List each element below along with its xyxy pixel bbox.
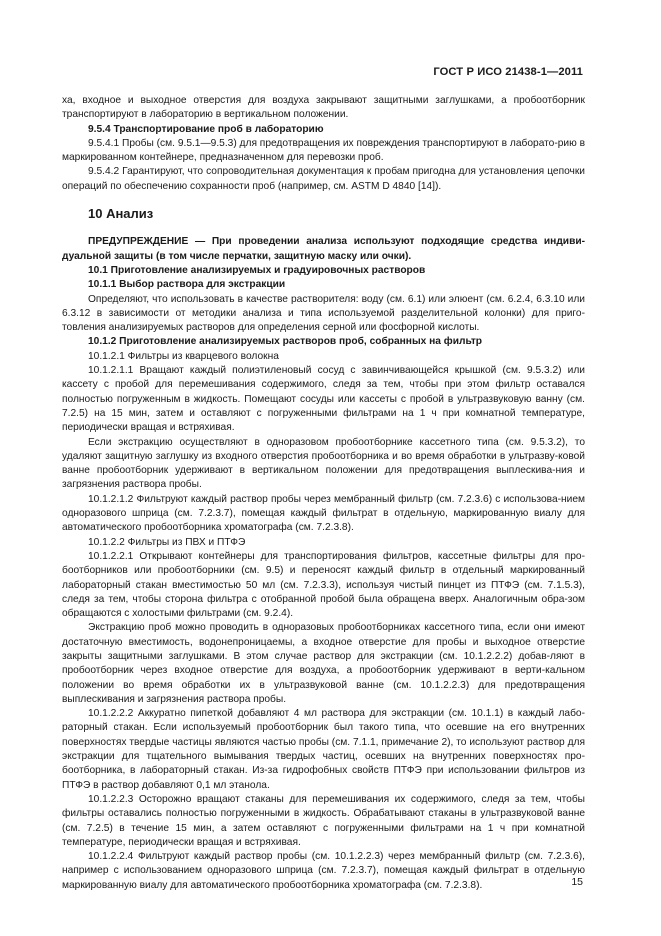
paragraph: 10.1.2.1.2 Фильтруют каждый раствор пробы через мембранный фильтр (см. 7.2.3.6) с использова-нием одноразового шприца (см. 7.2.3.7), помещая каждый фильтрат в отдельную, маркированную виалу для автоматического пробоотборника хроматографа (см. 7.2.3.8). xyxy=(62,493,585,534)
page-number: 15 xyxy=(571,876,583,888)
paragraph: 10.1.2.2.4 Фильтруют каждый раствор пробы (см. 10.1.2.2.3) через мембранный фильтр (см. 7.2.3.6), например с использованием одноразового шприца (см. 7.2.3.7), помещая каждый фильтрат в отдельную маркированную виалу для автоматического пробоотборника хроматографа (см. 7.2.3.8). xyxy=(62,851,585,891)
subsection-heading: 10.1.2.2 Фильтры из ПВХ и ПТФЭ xyxy=(88,536,246,548)
paragraph: Экстракцию проб можно проводить в одноразовых пробоотборниках кассетного типа, если они имеют достаточную вместимость, водонепроницаемы, а входное отверстие для пробы и выходное отверстие закрыты защитными заглушками. В этом случае раствор для экстракции (см. 10.1.2.2.2) добав-ляют в пробоотборник через входное отверстие для воздуха, а пробоотборник удерживают в верти-кальном положении во время обработки их в ультразвуковой ванне (см. 10.1.2.2.3) для предотвращения выплескивания и загрязнения раствора пробы. xyxy=(62,622,585,705)
section-heading: 9.5.4 Транспортирование проб в лабораторию xyxy=(88,123,324,135)
document-body xyxy=(62,94,585,893)
paragraph: 10.1.2.2.3 Осторожно вращают стаканы для перемешивания их содержимого, следя за тем, чтобы фильтры оставались полностью погруженными в жидкость. Обрабатывают стаканы в ультразвуковой ванне (см. 7.2.5) в течение 15 мин, а затем оставляют с погруженными фильтрами на 1 ч при комнатной температуре, периодически вращая и встряхивая. xyxy=(62,793,585,848)
standard-header: ГОСТ Р ИСО 21438-1—2011 xyxy=(433,66,583,78)
paragraph: Если экстракцию осуществляют в одноразовом пробоотборнике кассетного типа (см. 9.5.3.2), то удаляют защитную заглушку из входного отверстия пробоотборника и во время обработки в ультразву-ковой ванне пробоотборник удерживают в вертикальном положении для предотвращения выплескива-ния и загрязнения раствора пробы. xyxy=(62,436,585,491)
section-heading: 10.1.1 Выбор раствора для экстракции xyxy=(88,279,286,291)
chapter-heading: 10 Анализ xyxy=(88,206,154,222)
paragraph: 10.1.2.1.1 Вращают каждый полиэтиленовый сосуд с завинчивающейся крышкой (см. 9.5.3.2) или кассету с пробой для перемешивания содержимого, следя за тем, чтобы при этом фильтр оставался полностью погруженным в жидкость. Помещают сосуды или кассеты с пробой в ультразвуковую ванну (см. 7.2.5) на 15 мин, затем и оставляют с погруженными фильтрами на 1 ч при комнатной температуре, периодически вращая и встряхивая. xyxy=(62,365,585,434)
warning-paragraph: ПРЕДУПРЕЖДЕНИЕ — При проведении анализа используют подходящие средства индиви-дуальной защиты (в том числе перчатки, защитную маску или очки). xyxy=(62,236,585,262)
paragraph: ха, входное и выходное отверстия для воздуха закрывают защитными заглушками, а пробоотборник транспортируют в лабораторию в вертикальном положении. xyxy=(62,95,585,121)
paragraph: Определяют, что использовать в качестве растворителя: воду (см. 6.1) или элюент (см. 6.2.4, 6.3.10 или 6.3.12 в зависимости от методики анализа и типа используемой разделительной колонки) для приго-товления анализируемых растворов для определения серной или фосфорной кислоты. xyxy=(62,293,585,334)
paragraph: 10.1.2.2.1 Открывают контейнеры для транспортирования фильтров, кассетные фильтры для про-боотборников или пробоотборники (см. 9.5) и переносят каждый фильтр в отдельный маркированный лабораторный стакан вместимостью 50 мл (см. 7.2.3.3), используя чистый пинцет из ПТФЭ (см. 7.1.5.3), следя за тем, чтобы сторона фильтра с отобранной пробой была обращена вверх. Аналогичным обра-зом обращаются с холостыми фильтрами (см. 9.2.4). xyxy=(62,550,585,620)
subsection-heading: 10.1.2.1 Фильтры из кварцевого волокна xyxy=(88,350,279,362)
section-heading: 10.1 Приготовление анализируемых и градуировочных растворов xyxy=(88,264,426,276)
paragraph: 9.5.4.2 Гарантируют, что сопроводительная документация к пробам пригодна для установления цепочки операций по обеспечению сохранности проб (например, см. ASTM D 4840 [14]). xyxy=(62,166,585,192)
paragraph: 9.5.4.1 Пробы (см. 9.5.1—9.5.3) для предотвращения их повреждения транспортируют в лаборато-рию в маркированном контейнере, предназначенном для перевозки проб. xyxy=(62,137,585,164)
section-heading: 10.1.2 Приготовление анализируемых растворов проб, собранных на фильтр xyxy=(88,336,483,348)
paragraph: 10.1.2.2.2 Аккуратно пипеткой добавляют 4 мл раствора для экстракции (см. 10.1.1) в каждый лабо-раторный стакан. Если используемый пробоотборник был такого типа, что осевшие на его внутренних поверхностях твердые частицы являются частью пробы (см. 7.1.1, примечание 2), то используют раствор для экстракции для тщательного вымывания твердых частиц, осевших на внутренних поверхностях про-боотборника, в лабораторный стакан. Из-за гидрофобных свойств ПТФЭ при использовании фильтров из ПТФЭ в раствор добавляют 0,1 мл этанола. xyxy=(62,708,585,791)
